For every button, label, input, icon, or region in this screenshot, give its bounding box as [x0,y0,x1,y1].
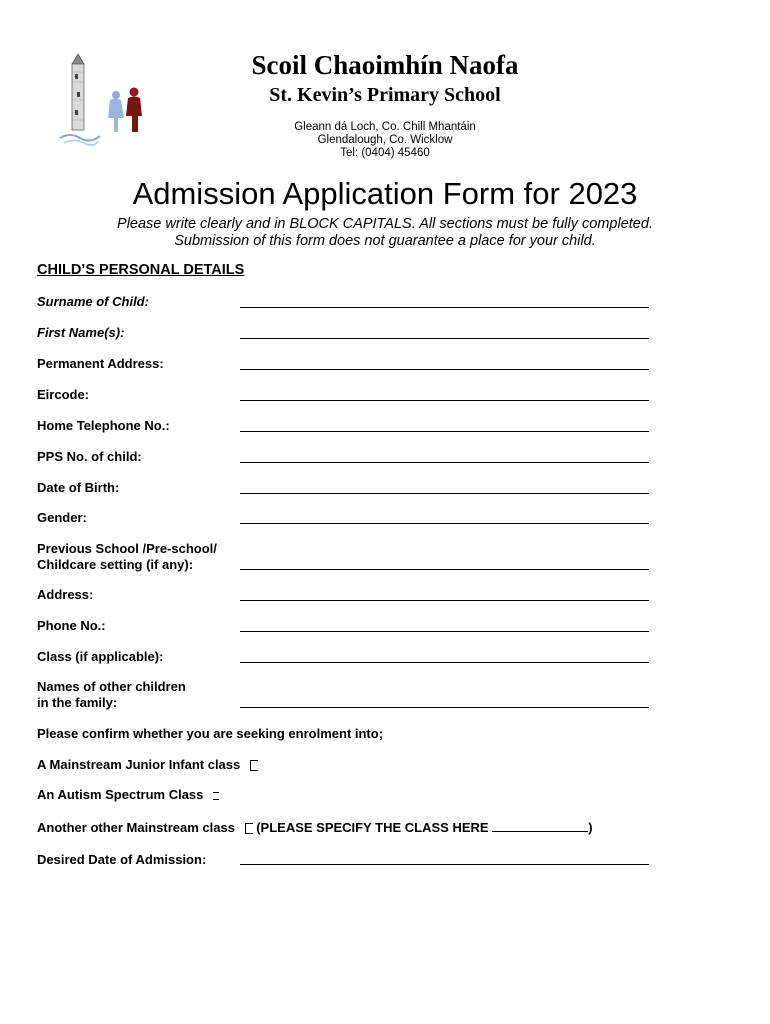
option-other-label: Another other Mainstream class [37,820,235,835]
autism-class-checkbox[interactable] [213,792,219,800]
specify-class-field[interactable] [492,819,588,832]
dob-label: Date of Birth: [37,480,120,495]
form-instruction-1: Please write clearly and in BLOCK CAPITALS. All sections must be fully completed. [117,216,653,232]
first-names-field[interactable] [240,338,649,339]
permanent-address-label: Permanent Address: [37,356,164,371]
phone-field[interactable] [240,631,649,632]
other-mainstream-checkbox[interactable] [245,823,253,834]
home-telephone-label: Home Telephone No.: [37,418,170,433]
option-other-close: ) [588,820,593,835]
section-title: CHILD’S PERSONAL DETAILS [37,262,245,278]
dob-field[interactable] [240,493,649,494]
option-junior-infant-label: A Mainstream Junior Infant class [37,757,241,772]
enrolment-question: Please confirm whether you are seeking enrolment into; [37,726,384,741]
option-other-mainstream [37,819,593,835]
option-autism-label: An Autism Spectrum Class [37,787,204,802]
school-address-irish: Gleann dá Loch, Co. Chill Mhantáin [294,121,476,133]
class-field[interactable] [240,662,649,663]
desired-date-field[interactable] [240,864,649,865]
school-name: Scoil Chaoimhín Naofa [251,50,519,80]
surname-label: Surname of Child: [37,294,149,309]
eircode-label: Eircode: [37,387,90,402]
option-autism [37,787,219,802]
eircode-field[interactable] [240,400,649,401]
gender-label: Gender: [37,510,87,525]
school-telephone: Tel: (0404) 45460 [340,147,430,159]
school-address-field[interactable] [240,600,649,601]
other-children-field[interactable] [240,707,649,708]
school-address-label: Address: [37,587,94,602]
other-children-label-2: in the family: [37,695,118,710]
pps-label: PPS No. of child: [37,449,142,464]
form-title: Admission Application Form for 2023 [132,176,638,211]
surname-field[interactable] [240,307,649,308]
school-name-english: St. Kevin’s Primary School [269,84,501,106]
previous-school-label-1: Previous School /Pre-school/ [37,541,217,556]
junior-infant-checkbox[interactable] [250,760,258,771]
previous-school-field[interactable] [240,569,649,570]
desired-date-label: Desired Date of Admission: [37,852,207,867]
previous-school-label-2: Childcare setting (if any): [37,557,194,572]
permanent-address-field[interactable] [240,369,649,370]
option-junior-infant [37,757,258,772]
school-address-english: Glendalough, Co. Wicklow [317,134,453,146]
home-telephone-field[interactable] [240,431,649,432]
first-names-label: First Name(s): [37,325,125,340]
option-other-specify-label: (PLEASE SPECIFY THE CLASS HERE [256,820,489,835]
form-instruction-2: Submission of this form does not guarantee a place for your child. [174,233,596,249]
other-children-label-1: Names of other children [37,679,186,694]
gender-field[interactable] [240,523,649,524]
phone-label: Phone No.: [37,618,106,633]
pps-field[interactable] [240,462,649,463]
class-label: Class (if applicable): [37,649,164,664]
